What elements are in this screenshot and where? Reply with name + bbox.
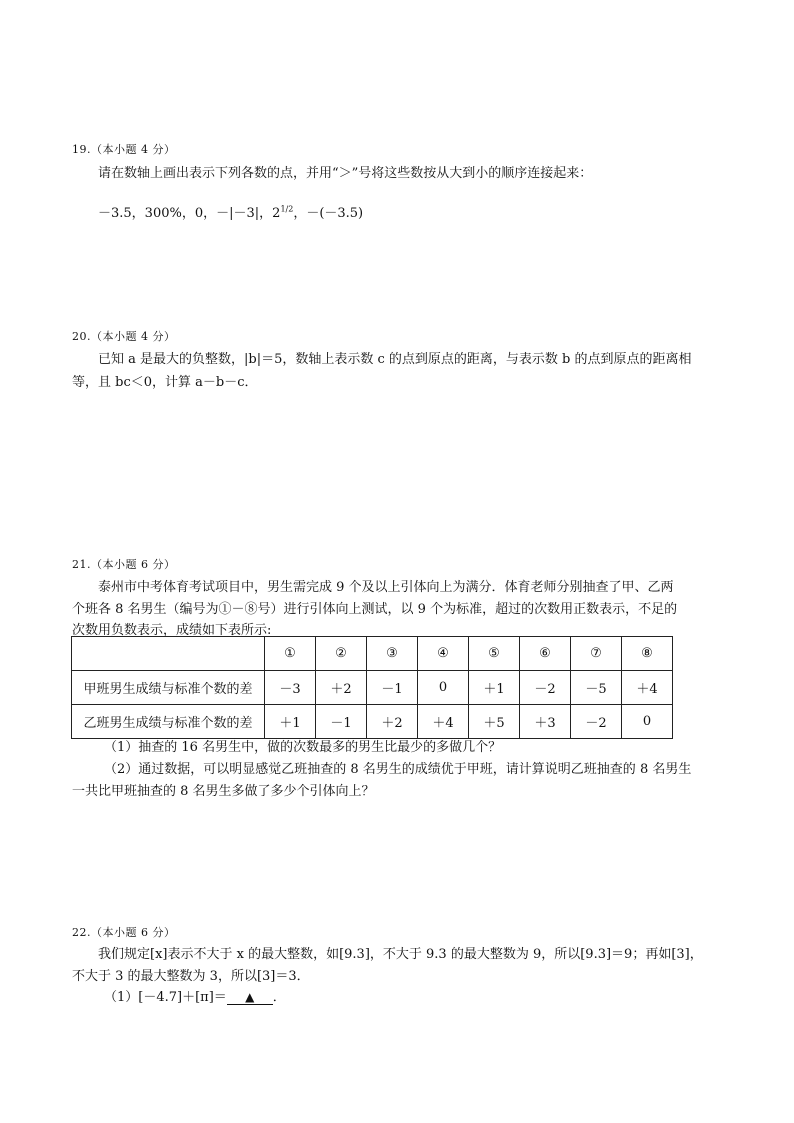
q19-numbers-b: ，－(－3.5) <box>293 206 364 221</box>
column-header: ⑤ <box>469 637 520 671</box>
column-header: ① <box>265 637 316 671</box>
table-cell: ＋2 <box>367 705 418 739</box>
column-header: ⑧ <box>622 637 673 671</box>
table-cell: 0 <box>418 671 469 705</box>
scores-table <box>71 636 673 739</box>
table-cell: ＋5 <box>469 705 520 739</box>
table-cell: －1 <box>367 671 418 705</box>
column-header: ② <box>316 637 367 671</box>
answer-blank[interactable]: ▲ <box>227 990 273 1005</box>
table-cell: ＋4 <box>622 671 673 705</box>
q19-mixed-whole: 2 <box>272 206 281 221</box>
table-cell: 0 <box>622 705 673 739</box>
q22-header: 22.（本小题 6 分） <box>72 926 176 939</box>
table-cell: ＋1 <box>265 705 316 739</box>
q22-line1: 我们规定[x]表示不大于 x 的最大整数，如[9.3]，不大于 9.3 的最大整数为 9，所以[9.3]＝9；再如[3]， <box>98 947 703 962</box>
q22-sub1-suffix: ． <box>272 990 286 1005</box>
table-corner-cell <box>72 637 265 671</box>
table-header-row <box>72 637 673 671</box>
q19-header: 19.（本小题 4 分） <box>72 143 176 156</box>
q22-sub1 <box>104 986 286 1005</box>
q19-text: 请在数轴上画出表示下列各数的点，并用“＞”号将这些数按从大到小的顺序连接起来： <box>98 166 593 181</box>
table-cell: ＋3 <box>520 705 571 739</box>
q21-line2: 个班各 8 名男生（编号为①－⑧号）进行引体向上测试，以 9 个为标准，超过的次数用正数表示，不足的 <box>72 602 678 617</box>
row-label: 甲班男生成绩与标准个数的差 <box>72 671 265 705</box>
q19-mixed-frac: 1/2 <box>280 204 294 214</box>
table-row-class-a <box>72 671 673 705</box>
q21-sub1: （1）抽查的 16 名男生中，做的次数最多的男生比最少的多做几个？ <box>104 740 502 755</box>
column-header: ⑦ <box>571 637 622 671</box>
q20-line2: 等，且 bc＜0，计算 a－b－c． <box>72 375 258 390</box>
table-cell: ＋1 <box>469 671 520 705</box>
row-label: 乙班男生成绩与标准个数的差 <box>72 705 265 739</box>
q22-sub1-prefix: （1）[－4.7]＋[π]＝ <box>104 990 227 1005</box>
table-cell: －3 <box>265 671 316 705</box>
column-header: ④ <box>418 637 469 671</box>
q21-line1: 泰州市中考体育考试项目中，男生需完成 9 个及以上引体向上为满分．体育老师分别抽查了甲、乙两 <box>98 580 674 595</box>
q20-header: 20.（本小题 4 分） <box>72 330 176 343</box>
table-cell: －1 <box>316 705 367 739</box>
q19-numbers-a: －3.5，300%，0，－|－3|， <box>98 206 273 221</box>
table-cell: －2 <box>571 705 622 739</box>
table-cell: ＋2 <box>316 671 367 705</box>
q20-line1: 已知 a 是最大的负整数，|b|＝5，数轴上表示数 c 的点到原点的距离，与表示数 b 的点到原点的距离相 <box>98 352 692 367</box>
q21-sub2-line1: （2）通过数据，可以明显感觉乙班抽查的 8 名男生的成绩优于甲班，请计算说明乙班抽查的 8 名男生 <box>104 762 692 777</box>
table-cell: －2 <box>520 671 571 705</box>
table-cell: ＋4 <box>418 705 469 739</box>
q22-line2: 不大于 3 的最大整数为 3，所以[3]＝3． <box>72 969 310 984</box>
q19-numbers <box>98 202 363 221</box>
table-row-class-b <box>72 705 673 739</box>
column-header: ③ <box>367 637 418 671</box>
q21-header: 21.（本小题 6 分） <box>72 558 176 571</box>
q21-line3: 次数用负数表示，成绩如下表所示: <box>72 623 272 638</box>
table-cell: －5 <box>571 671 622 705</box>
q21-sub2-line2: 一共比甲班抽查的 8 名男生多做了多少个引体向上？ <box>72 784 375 799</box>
column-header: ⑥ <box>520 637 571 671</box>
